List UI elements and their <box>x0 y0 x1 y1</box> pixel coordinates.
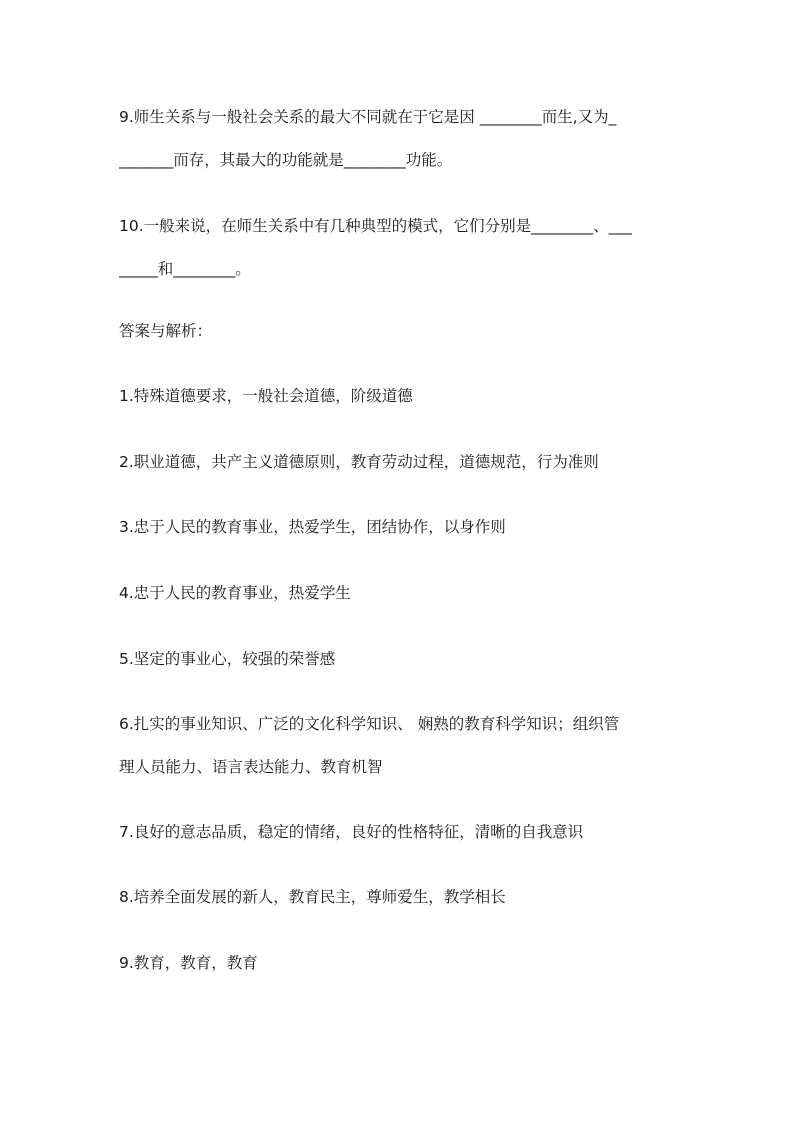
answer-8: 8.培养全面发展的新人，教育民主，尊师爱生，教学相长 <box>119 888 506 906</box>
question-9-line-2: _______而存，其最大的功能就是________功能。 <box>119 151 453 169</box>
answer-4: 4.忠于人民的教育事业，热爱学生 <box>119 584 351 602</box>
answer-1: 1.特殊道德要求，一般社会道德，阶级道德 <box>119 387 413 405</box>
answer-6-line-2: 理人员能力、语言表达能力、教育机智 <box>119 758 383 776</box>
answer-9: 9.教育，教育，教育 <box>119 954 258 972</box>
answers-heading: 答案与解析： <box>119 322 213 340</box>
answer-2: 2.职业道德，共产主义道德原则，教育劳动过程，道德规范，行为准则 <box>119 453 599 471</box>
answer-3: 3.忠于人民的教育事业，热爱学生，团结协作，以身作则 <box>119 518 506 536</box>
answer-7: 7.良好的意志品质，稳定的情绪，良好的性格特征，清晰的自我意识 <box>119 823 584 841</box>
question-10-line-2: _____和________。 <box>119 260 251 278</box>
answer-5: 5.坚定的事业心，较强的荣誉感 <box>119 650 336 668</box>
question-9-line-1: 9.师生关系与一般社会关系的最大不同就在于它是因 ________而生,又为_ <box>119 108 617 126</box>
answer-6-line-1: 6.扎实的事业知识、广泛的文化科学知识、 娴熟的教育科学知识；组织管 <box>119 715 620 733</box>
question-10-line-1: 10.一般来说，在师生关系中有几种典型的模式，它们分别是________、___ <box>119 217 632 235</box>
